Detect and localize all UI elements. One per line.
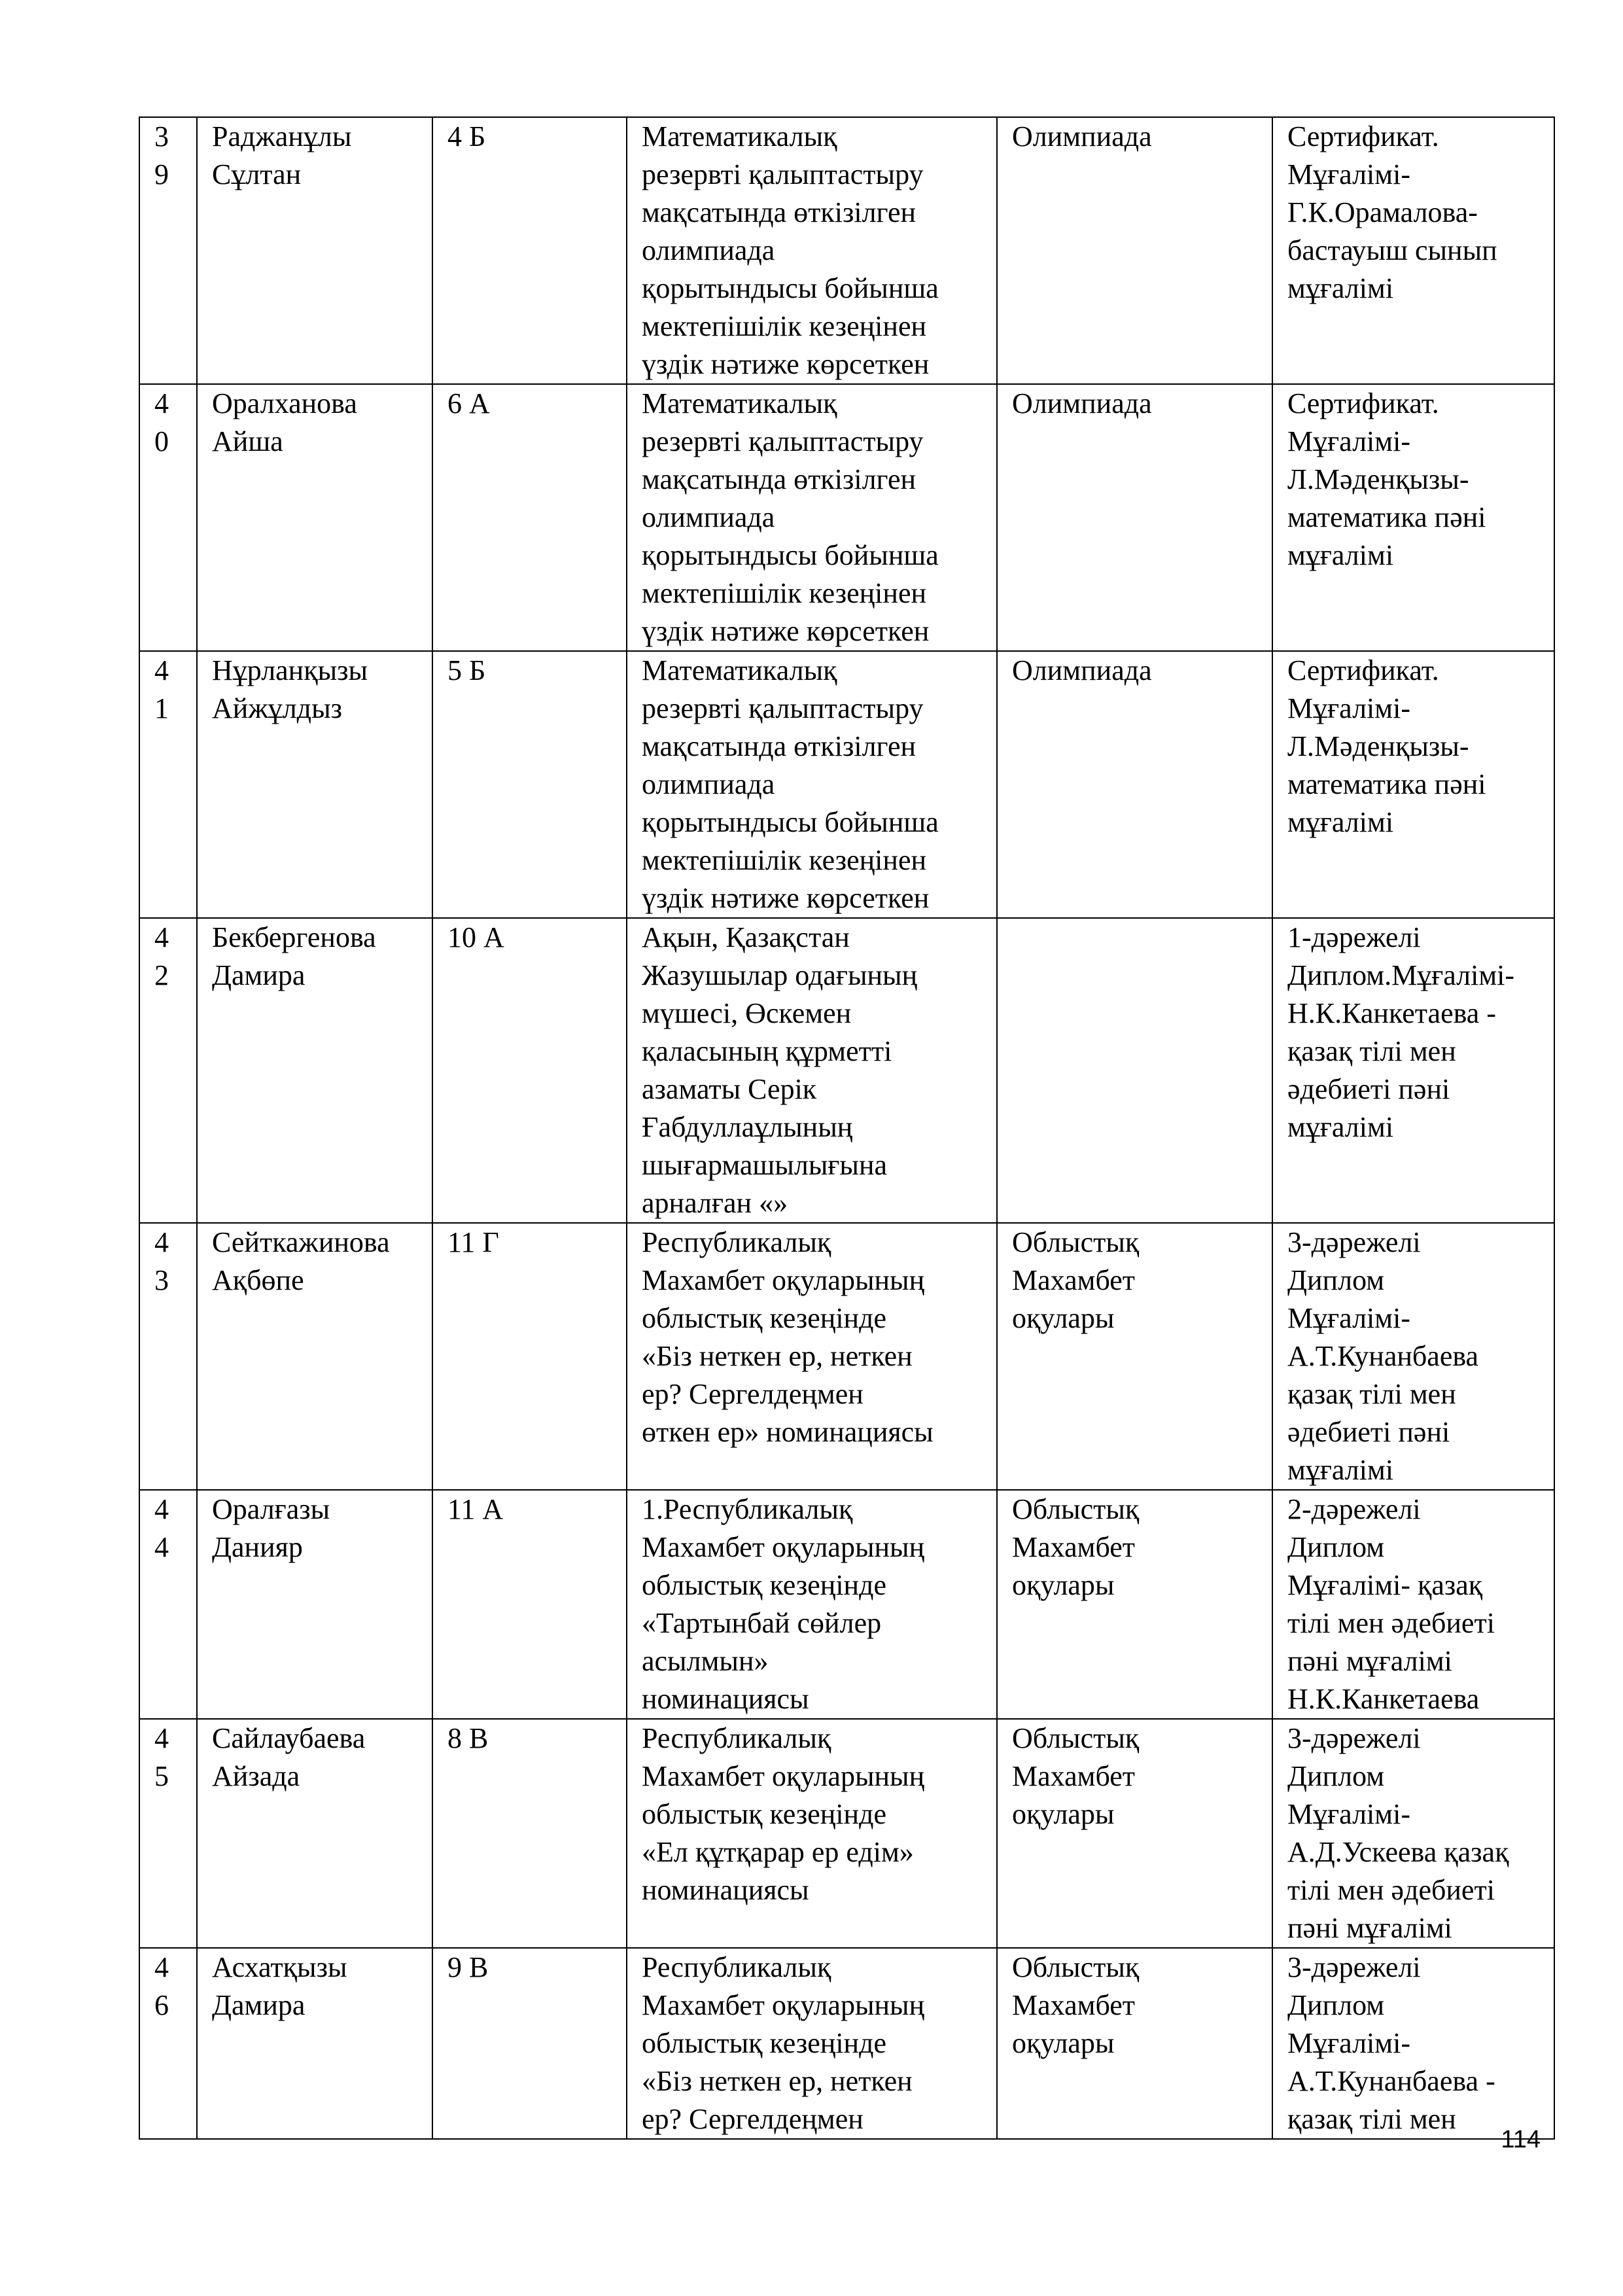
cell-text-line: облыстық кезеңінде	[642, 1569, 886, 1601]
cell-text-line: 6	[154, 1989, 169, 2021]
cell-text-line: 4	[154, 1226, 169, 1258]
cell-text-line: үздік нәтиже көрсеткен	[642, 615, 930, 647]
cell-text-line: резервті қалыптастыру	[642, 425, 924, 457]
row-number-cell	[139, 1490, 197, 1719]
cell-text-line: Н.К.Канкетаева	[1287, 1683, 1480, 1715]
cell-text-line: Махамбет оқуларының	[642, 1760, 925, 1792]
cell-text-line: 3-дәрежелі	[1287, 1226, 1421, 1258]
cell-text-line: қорытындысы бойынша	[642, 806, 939, 838]
cell-text-line: 8 В	[447, 1722, 489, 1754]
cell-text-line: тілі мен әдебиеті	[1287, 1874, 1495, 1906]
student-name-cell	[197, 1719, 432, 1948]
awards-table	[139, 116, 1555, 2140]
cell-text-line: Ғабдуллаұлының	[642, 1111, 853, 1143]
cell-text-line: 4	[154, 1722, 169, 1754]
cell-text-line: Оралханова	[212, 387, 357, 419]
cell-text-line: қазақ тілі мен	[1287, 1378, 1456, 1410]
student-name-cell	[197, 384, 432, 651]
cell-text-line: Жазушылар одағының	[642, 959, 918, 991]
award-result-cell	[1272, 117, 1554, 384]
row-number-cell	[139, 1948, 197, 2139]
cell-text-line: қазақ тілі мен	[1287, 2103, 1456, 2135]
cell-text-line: оқулары	[1012, 1798, 1115, 1830]
grade-cell	[432, 1223, 627, 1490]
cell-text-line: асылмын»	[642, 1645, 769, 1677]
event-description-cell	[627, 918, 997, 1223]
page-number: 114	[1501, 2126, 1541, 2153]
cell-text-line: номинациясы	[642, 1874, 809, 1906]
award-result-cell	[1272, 1719, 1554, 1948]
student-name-cell	[197, 1490, 432, 1719]
cell-text-line: Диплом	[1287, 1264, 1385, 1296]
cell-text-line: резервті қалыптастыру	[642, 692, 924, 724]
cell-text-line: Олимпиада	[1012, 387, 1152, 419]
cell-text-line: Махамбет	[1012, 1264, 1136, 1296]
cell-text-line: олимпиада	[642, 234, 775, 266]
cell-text-line: Сұлтан	[212, 158, 302, 190]
award-result-cell	[1272, 1490, 1554, 1719]
cell-text-line: Мұғалімі-	[1287, 158, 1410, 190]
cell-text-line: Сейткажинова	[212, 1226, 390, 1258]
cell-text-line: оқулары	[1012, 2027, 1115, 2059]
event-type-cell	[997, 1719, 1272, 1948]
cell-text-line: мұғалімі	[1287, 1454, 1394, 1486]
cell-text-line: А.Д.Ускеева қазақ	[1287, 1836, 1509, 1868]
grade-cell	[432, 918, 627, 1223]
event-type-cell	[997, 117, 1272, 384]
cell-text-line: ер? Сергелдеңмен	[642, 1378, 864, 1410]
grade-cell	[432, 1490, 627, 1719]
student-name-cell	[197, 117, 432, 384]
cell-text-line: азаматы Серік	[642, 1073, 817, 1105]
cell-text-line: облыстық кезеңінде	[642, 2027, 886, 2059]
award-result-cell	[1272, 651, 1554, 918]
cell-text-line: Мұғалімі-	[1287, 2027, 1410, 2059]
cell-text-line: математика пәні	[1287, 501, 1486, 533]
grade-cell	[432, 117, 627, 384]
cell-text-line: «Біз неткен ер, неткен	[642, 1340, 913, 1372]
cell-text-line: Ақын, Қазақстан	[642, 921, 850, 953]
cell-text-line: өткен ер» номинациясы	[642, 1416, 934, 1448]
grade-cell	[432, 1948, 627, 2139]
event-type-cell	[997, 1223, 1272, 1490]
cell-text-line: Математикалық	[642, 120, 837, 152]
grade-cell	[432, 384, 627, 651]
event-description-cell	[627, 651, 997, 918]
cell-text-line: үздік нәтиже көрсеткен	[642, 882, 930, 914]
cell-text-line: мұғалімі	[1287, 272, 1394, 304]
cell-text-line: облыстық кезеңінде	[642, 1798, 886, 1830]
row-number-cell	[139, 117, 197, 384]
cell-text-line: 4	[154, 1531, 169, 1563]
cell-text-line: бастауыш сынып	[1287, 234, 1497, 266]
cell-text-line: пәні мұғалімі	[1287, 1645, 1452, 1677]
student-name-cell	[197, 651, 432, 918]
cell-text-line: мақсатында өткізілген	[642, 463, 916, 495]
cell-text-line: тілі мен әдебиеті	[1287, 1607, 1495, 1639]
cell-text-line: Сертификат.	[1287, 387, 1439, 419]
cell-text-line: Н.К.Канкетаева -	[1287, 997, 1496, 1029]
cell-text-line: мүшесі, Өскемен	[642, 997, 852, 1029]
cell-text-line: үздік нәтиже көрсеткен	[642, 348, 930, 380]
cell-text-line: 5	[154, 1760, 169, 1792]
cell-text-line: резервті қалыптастыру	[642, 158, 924, 190]
cell-text-line: А.Т.Кунанбаева -	[1287, 2065, 1495, 2097]
student-name-cell	[197, 918, 432, 1223]
cell-text-line: қорытындысы бойынша	[642, 272, 939, 304]
cell-text-line: Махамбет	[1012, 1760, 1136, 1792]
cell-text-line: 1-дәрежелі	[1287, 921, 1421, 953]
event-type-cell	[997, 651, 1272, 918]
cell-text-line: 6 А	[447, 387, 490, 419]
cell-text-line: Облыстық	[1012, 1493, 1140, 1525]
cell-text-line: мұғалімі	[1287, 806, 1394, 838]
cell-text-line: «Ел құтқарар ер едім»	[642, 1836, 914, 1868]
table-row	[139, 1719, 1554, 1948]
cell-text-line: Данияр	[212, 1531, 303, 1563]
cell-text-line: мақсатында өткізілген	[642, 730, 916, 762]
cell-text-line: Сертификат.	[1287, 654, 1439, 686]
cell-text-line: 10 А	[447, 921, 504, 953]
cell-text-line: 9 В	[447, 1951, 489, 1983]
cell-text-line: 3-дәрежелі	[1287, 1951, 1421, 1983]
cell-text-line: Диплом	[1287, 1531, 1385, 1563]
cell-text-line: Мұғалімі- қазақ	[1287, 1569, 1483, 1601]
cell-text-line: 2	[154, 959, 169, 991]
cell-text-line: қаласының құрметті	[642, 1035, 892, 1067]
table-row	[139, 651, 1554, 918]
cell-text-line: Диплом.Мұғалімі-	[1287, 959, 1515, 991]
cell-text-line: Айша	[212, 425, 283, 457]
event-description-cell	[627, 384, 997, 651]
cell-text-line: 4	[154, 387, 169, 419]
cell-text-line: 2-дәрежелі	[1287, 1493, 1421, 1525]
cell-text-line: Махамбет оқуларының	[642, 1531, 925, 1563]
cell-text-line: Махамбет	[1012, 1989, 1136, 2021]
cell-text-line: оқулары	[1012, 1302, 1115, 1334]
student-name-cell	[197, 1948, 432, 2139]
cell-text-line: Л.Мәденқызы-	[1287, 463, 1469, 495]
cell-text-line: Республикалық	[642, 1951, 831, 1983]
cell-text-line: 3	[154, 120, 169, 152]
cell-text-line: 11 Г	[447, 1226, 499, 1258]
cell-text-line: 4 Б	[447, 120, 486, 152]
award-result-cell	[1272, 1948, 1554, 2139]
cell-text-line: мектепішілік кезеңінен	[642, 844, 927, 876]
cell-text-line: Мұғалімі-	[1287, 1302, 1410, 1334]
cell-text-line: Махамбет	[1012, 1531, 1136, 1563]
cell-text-line: номинациясы	[642, 1683, 809, 1715]
event-description-cell	[627, 1948, 997, 2139]
cell-text-line: 4	[154, 1493, 169, 1525]
cell-text-line: Бекбергенова	[212, 921, 376, 953]
table-row	[139, 1490, 1554, 1719]
cell-text-line: олимпиада	[642, 768, 775, 800]
cell-text-line: 1	[154, 692, 169, 724]
event-description-cell	[627, 1719, 997, 1948]
table-row	[139, 918, 1554, 1223]
event-type-cell	[997, 384, 1272, 651]
cell-text-line: Раджанұлы	[212, 120, 352, 152]
cell-text-line: Дамира	[212, 1989, 305, 2021]
cell-text-line: мұғалімі	[1287, 539, 1394, 571]
row-number-cell	[139, 1223, 197, 1490]
cell-text-line: 3-дәрежелі	[1287, 1722, 1421, 1754]
cell-text-line: шығармашылығына	[642, 1149, 888, 1181]
cell-text-line: Облыстық	[1012, 1951, 1140, 1983]
cell-text-line: 3	[154, 1264, 169, 1296]
row-number-cell	[139, 651, 197, 918]
cell-text-line: математика пәні	[1287, 768, 1486, 800]
cell-text-line: қазақ тілі мен	[1287, 1035, 1456, 1067]
cell-text-line: Ақбөпе	[212, 1264, 304, 1296]
row-number-cell	[139, 1719, 197, 1948]
cell-text-line: әдебиеті пәні	[1287, 1416, 1450, 1448]
award-result-cell	[1272, 1223, 1554, 1490]
row-number-cell	[139, 384, 197, 651]
cell-text-line: Мұғалімі-	[1287, 1798, 1410, 1830]
cell-text-line: «Тартынбай сөйлер	[642, 1607, 882, 1639]
table-row	[139, 384, 1554, 651]
event-description-cell	[627, 1490, 997, 1719]
cell-text-line: мұғалімі	[1287, 1111, 1394, 1143]
cell-text-line: 9	[154, 158, 169, 190]
table-row	[139, 117, 1554, 384]
cell-text-line: 0	[154, 425, 169, 457]
cell-text-line: Айжұлдыз	[212, 692, 343, 724]
cell-text-line: ер? Сергелдеңмен	[642, 2103, 864, 2135]
cell-text-line: Дамира	[212, 959, 305, 991]
cell-text-line: 4	[154, 1951, 169, 1983]
awards-table-body	[139, 117, 1554, 2139]
cell-text-line: Махамбет оқуларының	[642, 1264, 925, 1296]
cell-text-line: Сайлаубаева	[212, 1722, 366, 1754]
cell-text-line: 5 Б	[447, 654, 486, 686]
cell-text-line: пәні мұғалімі	[1287, 1912, 1452, 1944]
cell-text-line: 4	[154, 654, 169, 686]
cell-text-line: қорытындысы бойынша	[642, 539, 939, 571]
cell-text-line: Л.Мәденқызы-	[1287, 730, 1469, 762]
cell-text-line: Айзада	[212, 1760, 300, 1792]
cell-text-line: мақсатында өткізілген	[642, 196, 916, 228]
cell-text-line: әдебиеті пәні	[1287, 1073, 1450, 1105]
student-name-cell	[197, 1223, 432, 1490]
award-result-cell	[1272, 384, 1554, 651]
cell-text-line: Облыстық	[1012, 1722, 1140, 1754]
cell-text-line: А.Т.Кунанбаева	[1287, 1340, 1479, 1372]
cell-text-line: Махамбет оқуларының	[642, 1989, 925, 2021]
event-type-cell	[997, 1490, 1272, 1719]
cell-text-line: Диплом	[1287, 1989, 1385, 2021]
event-type-cell	[997, 918, 1272, 1223]
cell-text-line: арналған «»	[642, 1187, 788, 1219]
cell-text-line: Асхатқызы	[212, 1951, 347, 1983]
cell-text-line: Диплом	[1287, 1760, 1385, 1792]
event-type-cell	[997, 1948, 1272, 2139]
cell-text-line: Олимпиада	[1012, 120, 1152, 152]
event-description-cell	[627, 1223, 997, 1490]
cell-text-line: Республикалық	[642, 1226, 831, 1258]
cell-text-line: Оралғазы	[212, 1493, 330, 1525]
table-row	[139, 1948, 1554, 2139]
cell-text-line: Г.К.Орамалова-	[1287, 196, 1478, 228]
cell-text-line: 4	[154, 921, 169, 953]
cell-text-line: мектепішілік кезеңінен	[642, 310, 927, 342]
grade-cell	[432, 651, 627, 918]
cell-text-line: Облыстық	[1012, 1226, 1140, 1258]
row-number-cell	[139, 918, 197, 1223]
cell-text-line: мектепішілік кезеңінен	[642, 577, 927, 609]
cell-text-line: Олимпиада	[1012, 654, 1152, 686]
cell-text-line: 1.Республикалық	[642, 1493, 853, 1525]
grade-cell	[432, 1719, 627, 1948]
cell-text-line: Математикалық	[642, 654, 837, 686]
award-result-cell	[1272, 918, 1554, 1223]
cell-text-line: Республикалық	[642, 1722, 831, 1754]
cell-text-line: облыстық кезеңінде	[642, 1302, 886, 1334]
cell-text-line: олимпиада	[642, 501, 775, 533]
cell-text-line: Мұғалімі-	[1287, 425, 1410, 457]
event-description-cell	[627, 117, 997, 384]
cell-text-line: Сертификат.	[1287, 120, 1439, 152]
table-row	[139, 1223, 1554, 1490]
cell-text-line: Нұрланқызы	[212, 654, 368, 686]
cell-text-line: оқулары	[1012, 1569, 1115, 1601]
cell-text-line: «Біз неткен ер, неткен	[642, 2065, 913, 2097]
cell-text-line: Математикалық	[642, 387, 837, 419]
cell-text-line: Мұғалімі-	[1287, 692, 1410, 724]
cell-text-line: 11 А	[447, 1493, 504, 1525]
